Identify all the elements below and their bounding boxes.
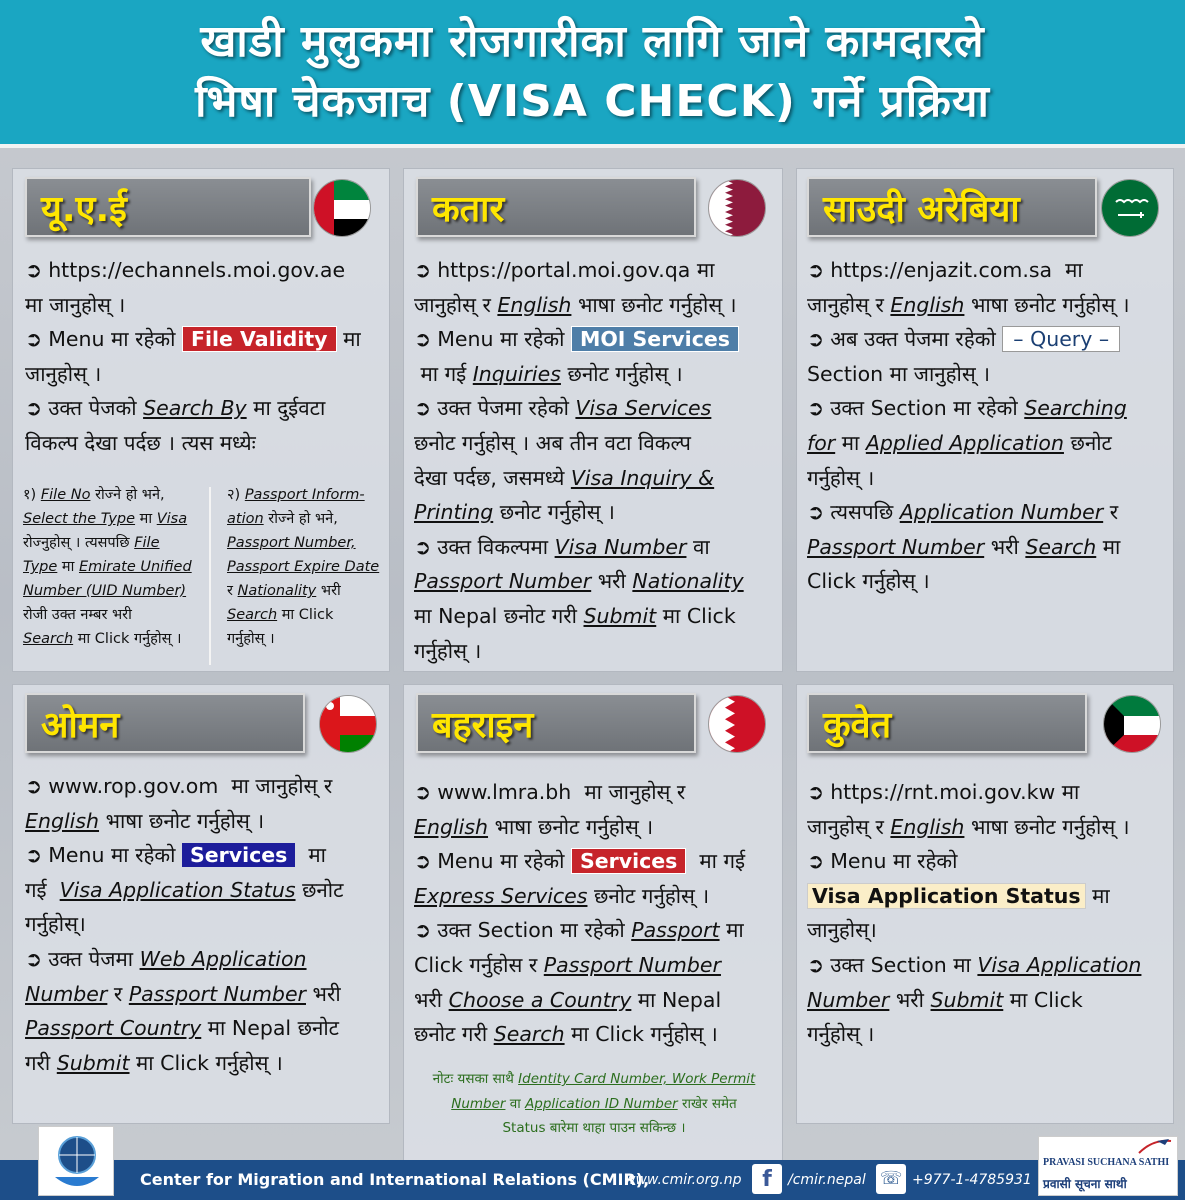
step-text: भरी [895, 987, 924, 1012]
uae-step3-text-b: मा दुईवटा [253, 396, 326, 421]
psl-english: PRAVASI SUCHANA SATHI [1043, 1157, 1170, 1168]
arrow-icon: ➲ [25, 946, 43, 971]
saudi-query-highlight: – Query – [1002, 326, 1120, 352]
arrow-icon: ➲ [25, 843, 43, 868]
option-text: मा Click गर्नुहोस् । [77, 631, 182, 647]
option-number: २) [227, 487, 241, 503]
step-text: मा जानुहोस्। [807, 883, 1110, 943]
uae-option-passport-info [227, 483, 387, 651]
arrow-icon: ➲ [25, 258, 43, 282]
step-text: Menu मा रहेको [830, 849, 958, 874]
oman-passport-country: Passport Country [25, 1016, 202, 1041]
step-text: मा [726, 918, 744, 943]
step-text: Menu मा रहेको [437, 327, 565, 352]
arrow-icon: ➲ [807, 849, 825, 874]
panel-title-saudi [807, 177, 1097, 237]
saudi-english: English [890, 292, 965, 317]
saudi-searching: Searching [1024, 396, 1127, 421]
step-text: गरी [25, 1050, 51, 1075]
step-text: गर्नुहोस्। [25, 912, 86, 937]
uae-step1-text: मा जानुहोस् । [25, 292, 126, 317]
step-text: भाषा छनोट गर्नुहोस् । [970, 292, 1130, 317]
arrow-icon: ➲ [807, 396, 825, 421]
uae-title: यू.ए.ई [41, 188, 127, 230]
step-text: उक्त Section मा रहेको [437, 918, 625, 943]
uae-option-file-no [23, 483, 211, 651]
header-title-line2: भिषा चेकजाच (VISA CHECK) गर्ने प्रक्रिया [195, 76, 990, 127]
option-text: रोजी उक्त नम्बर भरी [23, 607, 132, 623]
kuwait-url[interactable]: https://rnt.moi.gov.kw [830, 780, 1056, 804]
psl-nepali: प्रवासी सूचना साथी [1043, 1177, 1127, 1191]
step-text: मा [308, 843, 326, 868]
step-text: भाषा छनोट गर्नुहोस् । [494, 814, 654, 839]
footer-facebook-link[interactable]: /cmir.nepal [788, 1172, 866, 1188]
bahrain-note [410, 1067, 778, 1141]
panel-title-kuwait [807, 693, 1087, 753]
arrow-icon: ➲ [807, 500, 825, 525]
pravasi-suchana-sathi-logo [1038, 1136, 1178, 1196]
qatar-visa-services: Visa Services [575, 396, 712, 421]
oman-number: Number [25, 981, 108, 1006]
oman-services-highlight: Services [182, 843, 295, 867]
step-text: मा जानुहोस् र [231, 774, 333, 798]
bahrain-title: बहराइन [432, 704, 534, 746]
option-text: भरी [320, 583, 341, 599]
qatar-english: English [497, 292, 572, 317]
uae-step3-text: उक्त पेजको [48, 396, 137, 421]
kuwait-visa-application-status-highlight: Visa Application Status [807, 883, 1086, 909]
arrow-icon: ➲ [414, 534, 432, 559]
uae-step2-text-b: मा [343, 327, 361, 352]
uae-uid-number: Number (UID Number) [23, 583, 187, 599]
arrow-icon: ➲ [25, 774, 43, 798]
bahrain-services-highlight: Services [571, 848, 686, 874]
saudi-for: for [807, 430, 836, 455]
step-text: छनोट गर्नुहोस् । [499, 500, 615, 525]
step-text: वा [692, 534, 710, 559]
step-text: छनोट गरी [414, 1022, 488, 1047]
bahrain-express-services: Express Services [414, 883, 588, 908]
step-text: गर्नुहोस् । [807, 465, 875, 490]
uae-emirate-unified: Emirate Unified [78, 559, 192, 575]
arrow-icon: ➲ [25, 327, 43, 352]
qatar-visa-inquiry: Visa Inquiry & [570, 465, 715, 490]
bahrain-url[interactable]: www.lmra.bh [437, 780, 572, 804]
oman-steps [25, 769, 387, 1080]
arrow-icon: ➲ [414, 849, 432, 874]
oman-english: English [25, 808, 100, 833]
step-text: गई [25, 877, 47, 902]
step-text: मा Nepal [637, 987, 722, 1012]
qatar-inquiries: Inquiries [472, 361, 561, 386]
note-identity-card: Identity Card Number, Work Permit [518, 1071, 756, 1087]
uae-passport-number: Passport Number, [227, 535, 356, 551]
step-text: उक्त पेजमा रहेको [437, 396, 569, 421]
step-text: जानुहोस् र [807, 814, 884, 839]
step-text: मा [1102, 534, 1121, 559]
uae-search-by: Search By [143, 396, 247, 421]
step-text: भाषा छनोट गर्नुहोस् । [577, 292, 737, 317]
step-text: भरी [990, 534, 1019, 559]
header-banner [0, 0, 1185, 148]
cmir-logo [38, 1126, 114, 1196]
uae-type: Type [23, 559, 58, 575]
qatar-visa-number: Visa Number [554, 534, 687, 559]
oman-passport-number: Passport Number [128, 981, 306, 1006]
panel-title-uae [25, 177, 311, 237]
step-text: देखा पर्दछ, जसमध्ये [414, 465, 565, 490]
step-text: छनोट [1070, 430, 1112, 455]
saudi-url[interactable]: https://enjazit.com.sa [830, 258, 1053, 282]
note-text: वा [509, 1095, 521, 1112]
note-number: Number [451, 1095, 506, 1112]
arrow-icon: ➲ [414, 396, 432, 421]
uae-steps [25, 253, 385, 461]
oman-flag-icon [319, 695, 377, 753]
uae-nationality: Nationality [237, 583, 317, 599]
uae-search: Search [23, 631, 74, 647]
qatar-flag-icon [708, 179, 766, 237]
step-text: छनोट [302, 877, 344, 902]
step-text: मा [841, 430, 860, 455]
arrow-icon: ➲ [807, 780, 825, 804]
option-text: रोज्नुहोस् । त्यसपछि [23, 535, 130, 551]
option-text: र [227, 583, 233, 599]
step-text: उक्त पेजमा [48, 946, 134, 971]
qatar-nationality: Nationality [632, 569, 744, 594]
note-text: नोटः यसका साथै [432, 1071, 514, 1087]
uae-search-2: Search [227, 607, 278, 623]
step-text: छनोट गर्नुहोस् । [594, 883, 710, 908]
arrow-icon: ➲ [414, 780, 432, 804]
uae-step2-text: Menu मा रहेको [48, 327, 176, 352]
step-text: भाषा छनोट गर्नुहोस् । [970, 814, 1130, 839]
panel-uae [12, 168, 390, 672]
kuwait-english: English [890, 814, 965, 839]
panel-kuwait [796, 684, 1174, 1124]
step-text: Section मा जानुहोस् । [807, 361, 991, 386]
uae-step3-text-c: विकल्प देखा पर्दछ । त्यस मध्येः [25, 430, 256, 455]
oman-web-application: Web Application [139, 946, 307, 971]
step-text: र [1109, 500, 1119, 525]
step-text: गर्नुहोस् । [414, 638, 482, 663]
uae-select-type: Select the Type [23, 511, 136, 527]
bahrain-passport: Passport [631, 918, 720, 943]
arrow-icon: ➲ [25, 396, 43, 421]
step-text: भरी [414, 987, 443, 1012]
step-text: मा जानुहोस् र [584, 780, 686, 804]
saudi-application-number: Application Number [899, 500, 1104, 525]
step-text: गर्नुहोस् । [807, 1022, 875, 1047]
kuwait-steps [807, 775, 1171, 1052]
panel-oman [12, 684, 390, 1124]
uae-file: File [134, 535, 160, 551]
option-text: मा [139, 511, 153, 527]
saudi-title: साउदी अरेबिया [823, 188, 1020, 230]
step-text: Click गर्नुहोस् । [807, 569, 930, 594]
step-text: भरी [312, 981, 341, 1006]
qatar-submit: Submit [583, 603, 657, 628]
option-number: १) [23, 487, 37, 503]
step-text: उक्त Section मा रहेको [830, 396, 1018, 421]
header-title-line1: खाडी मुलुकमा रोजगारीका लागि जाने कामदारले [200, 16, 985, 67]
footer-phone: +977-1-4785931 [912, 1172, 1032, 1188]
saudi-steps [807, 253, 1171, 599]
panel-saudi [796, 168, 1174, 672]
option-text: गर्नुहोस् । [227, 631, 275, 647]
step-text: मा Click [1009, 987, 1083, 1012]
step-text: मा Nepal छनोट गरी [414, 603, 577, 628]
step-text: मा [1061, 780, 1080, 804]
bahrain-english: English [414, 814, 489, 839]
step-text: Menu मा रहेको [48, 843, 176, 868]
arrow-icon: ➲ [807, 952, 825, 977]
uae-ation: ation [227, 511, 264, 527]
step-text: मा गई [420, 361, 467, 386]
qatar-url[interactable]: https://portal.moi.gov.qa [437, 258, 691, 282]
saudi-passport-number: Passport Number [807, 534, 985, 559]
qatar-steps [414, 253, 780, 668]
arrow-icon: ➲ [807, 327, 825, 352]
saudi-applied-application: Applied Application [865, 430, 1064, 455]
step-text: भाषा छनोट गर्नुहोस् । [105, 808, 265, 833]
step-text: त्यसपछि [830, 500, 894, 525]
step-text: मा Click [662, 603, 736, 628]
bahrain-passport-number: Passport Number [543, 952, 721, 977]
qatar-moi-services-highlight: MOI Services [571, 326, 739, 352]
saudi-flag-icon [1101, 179, 1159, 237]
panel-bahrain [403, 684, 783, 1164]
note-text: राखेर समेत [681, 1095, 737, 1112]
panel-qatar [403, 168, 783, 672]
uae-file-no: File No [40, 487, 91, 503]
option-text: मा [61, 559, 75, 575]
oman-url[interactable]: www.rop.gov.om [48, 774, 219, 798]
kuwait-visa-application: Visa Application [977, 952, 1142, 977]
step-text: छनोट गर्नुहोस् । [567, 361, 683, 386]
phone-icon: ☏ [876, 1164, 906, 1194]
uae-file-validity-highlight: File Validity [182, 326, 337, 352]
uae-flag-icon [313, 179, 371, 237]
step-text: जानुहोस् र [414, 292, 491, 317]
qatar-printing: Printing [414, 500, 494, 525]
bahrain-choose-country: Choose a Country [448, 987, 632, 1012]
kuwait-number: Number [807, 987, 890, 1012]
qatar-title: कतार [432, 188, 505, 230]
step-text: उक्त Section मा [830, 952, 971, 977]
arrow-icon: ➲ [414, 918, 432, 943]
qatar-passport-number: Passport Number [414, 569, 592, 594]
footer-website-link[interactable]: www.cmir.org.np [624, 1172, 742, 1188]
option-text: मा Click [281, 607, 334, 623]
arrow-icon: ➲ [414, 258, 432, 282]
panel-title-qatar [416, 177, 696, 237]
oman-submit: Submit [56, 1050, 130, 1075]
bahrain-flag-icon [708, 695, 766, 753]
step-text: भरी [597, 569, 626, 594]
step-text: छनोट गर्नुहोस् । अब तीन वटा विकल्प [414, 430, 691, 455]
uae-url[interactable]: https://echannels.moi.gov.ae [48, 258, 346, 282]
note-application-id: Application ID Number [525, 1095, 678, 1112]
step-text: Click गर्नुहोस र [414, 952, 538, 977]
step-text: मा [696, 258, 715, 282]
arrow-icon: ➲ [414, 327, 432, 352]
oman-visa-application-status: Visa Application Status [59, 877, 296, 902]
step-text: र [113, 981, 123, 1006]
saudi-search: Search [1025, 534, 1097, 559]
option-text: रोज्ने हो भने, [268, 511, 338, 527]
uae-passport-info: Passport Inform- [244, 487, 365, 503]
step-text: मा गई [699, 849, 746, 874]
footer-bar [0, 1160, 1185, 1200]
step-text: मा Nepal छनोट [207, 1016, 340, 1041]
kuwait-title: कुवेत [823, 704, 892, 746]
option-text: रोज्ने हो भने, [95, 487, 165, 503]
kuwait-submit: Submit [930, 987, 1004, 1012]
column-divider [209, 487, 211, 665]
step-text: उक्त विकल्पमा [437, 534, 549, 559]
facebook-icon[interactable]: f [752, 1164, 782, 1194]
step-text: मा [1065, 258, 1083, 282]
step-text: अब उक्त पेजमा रहेको [830, 327, 996, 352]
note-text: Status बारेमा थाहा पाउन सकिन्छ । [502, 1120, 686, 1136]
bahrain-steps [414, 775, 780, 1052]
arrow-icon: ➲ [807, 258, 825, 282]
step-text: जानुहोस् र [807, 292, 884, 317]
uae-step2-text-c: जानुहोस् । [25, 361, 102, 386]
bahrain-search: Search [493, 1022, 565, 1047]
uae-visa: Visa [156, 511, 188, 527]
footer-org: Center for Migration and International Relations (CMIR), [140, 1170, 650, 1189]
panel-title-bahrain [416, 693, 696, 753]
kuwait-flag-icon [1103, 695, 1161, 753]
step-text: मा Click गर्नुहोस् । [136, 1050, 283, 1075]
oman-title: ओमन [41, 704, 120, 746]
step-text: Menu मा रहेको [437, 849, 565, 874]
step-text: मा Click गर्नुहोस् । [571, 1022, 718, 1047]
uae-passport-expire: Passport Expire Date [227, 559, 380, 575]
panel-title-oman [25, 693, 305, 753]
